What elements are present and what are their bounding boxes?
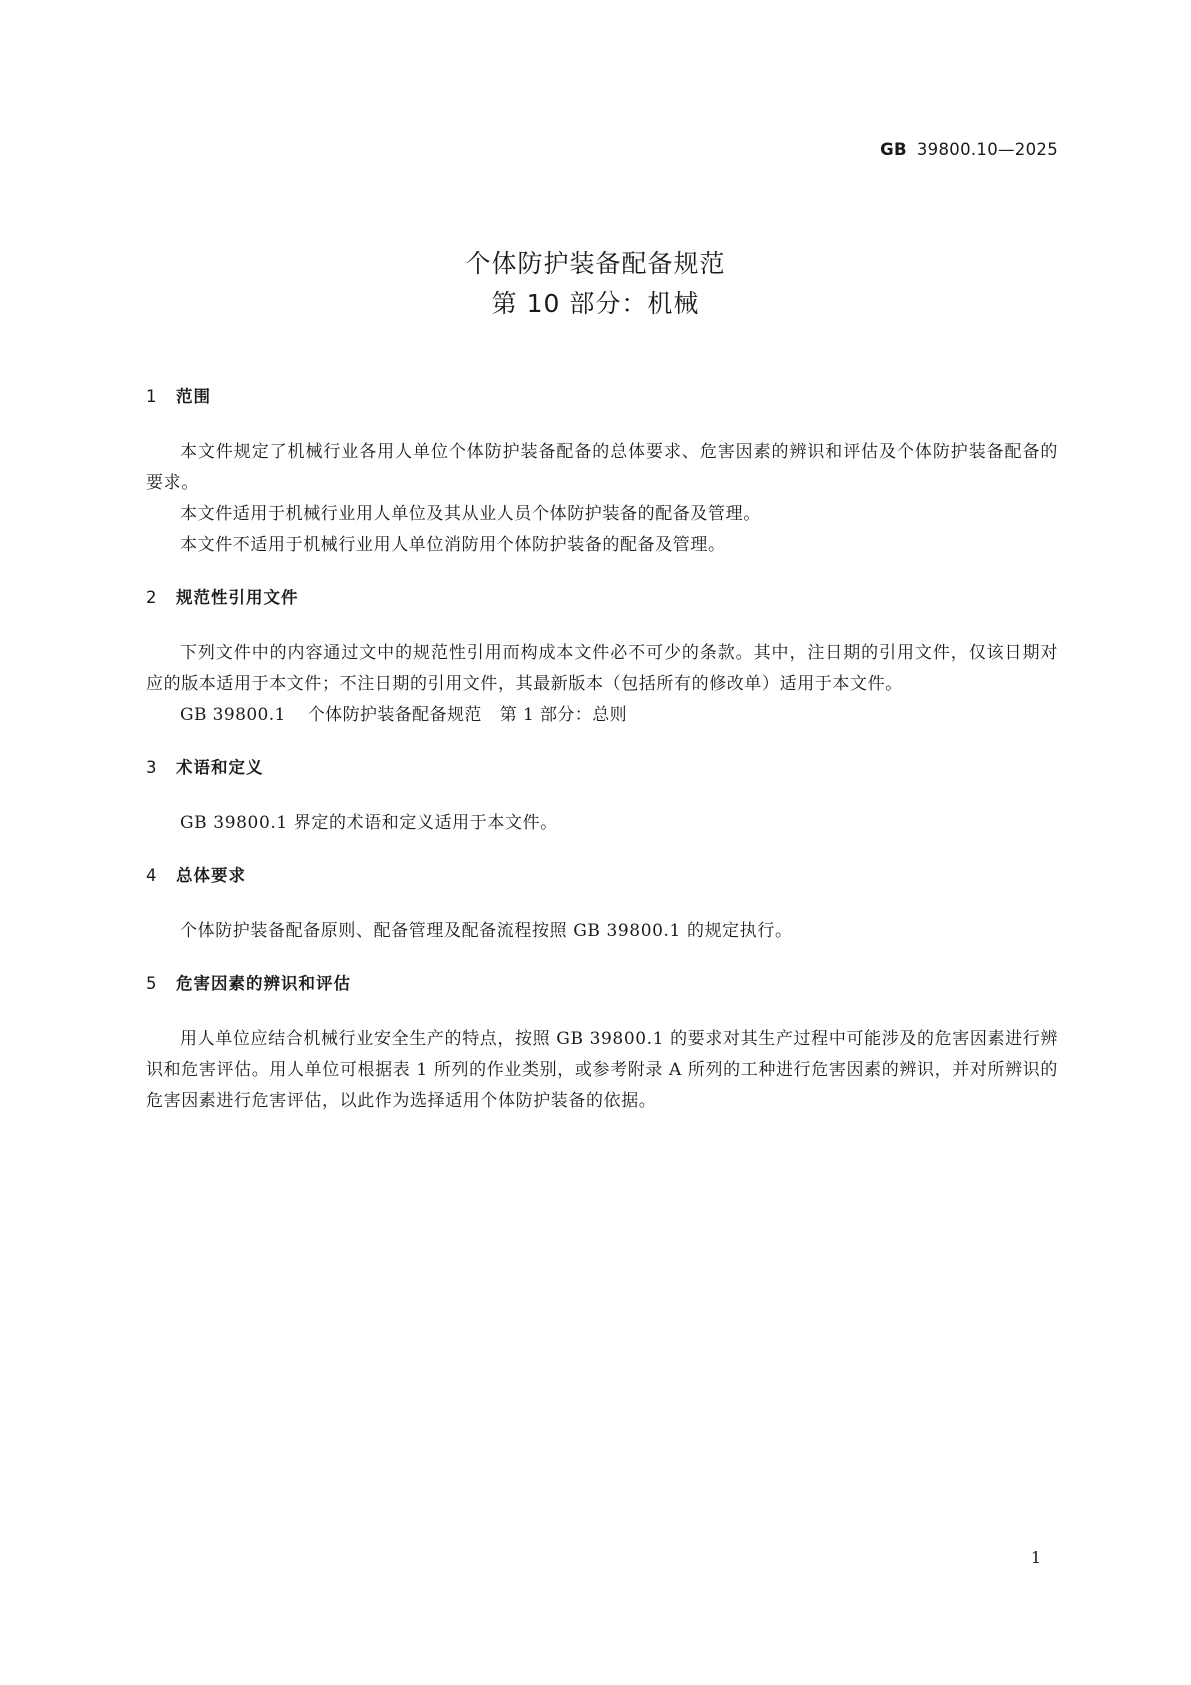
normative-reference — [146, 700, 1058, 731]
title-line-2: 第 10 部分：机械 — [491, 289, 700, 318]
section-title: 总体要求 — [176, 866, 246, 885]
section-3-heading — [146, 757, 1058, 779]
section-3-paragraph: GB 39800.1 界定的术语和定义适用于本文件。 — [180, 813, 558, 833]
reference-title: 个体防护装备配备规范 — [307, 705, 482, 725]
section-2-heading — [146, 587, 1058, 609]
document-body — [146, 386, 1058, 1117]
section-4-paragraph: 个体防护装备配备原则、配备管理及配备流程按照 GB 39800.1 的规定执行。 — [180, 921, 793, 941]
section-1-paragraph: 本文件规定了机械行业各用人单位个体防护装备配备的总体要求、危害因素的辨识和评估及个体防护装备配备的要求。 — [146, 442, 1058, 493]
section-number: 3 — [146, 758, 158, 777]
section-number: 1 — [146, 387, 158, 406]
page-number: 1 — [1030, 1548, 1041, 1567]
standard-prefix: GB — [880, 140, 907, 159]
section-1-paragraph: 本文件不适用于机械行业用人单位消防用个体防护装备的配备及管理。 — [180, 535, 726, 555]
section-4-heading — [146, 865, 1058, 887]
section-1-paragraph: 本文件适用于机械行业用人单位及其从业人员个体防护装备的配备及管理。 — [180, 504, 761, 524]
section-title: 范围 — [176, 387, 211, 406]
reference-code: GB 39800.1 — [180, 705, 286, 725]
standard-code — [880, 140, 1058, 159]
section-2-paragraph: 下列文件中的内容通过文中的规范性引用而构成本文件必不可少的条款。其中，注日期的引用文件，仅该日期对应的版本适用于本文件；不注日期的引用文件，其最新版本（包括所有的修改单）适用于本文件。 — [146, 643, 1058, 694]
section-title: 危害因素的辨识和评估 — [176, 974, 351, 993]
section-1-heading — [146, 386, 1058, 408]
section-number: 2 — [146, 588, 158, 607]
section-number: 4 — [146, 866, 158, 885]
title-line-1: 个体防护装备配备规范 — [465, 249, 726, 278]
section-number: 5 — [146, 974, 158, 993]
section-title: 规范性引用文件 — [176, 588, 299, 607]
section-5-heading — [146, 973, 1058, 995]
section-5-paragraph: 用人单位应结合机械行业安全生产的特点，按照 GB 39800.1 的要求对其生产过程中可能涉及的危害因素进行辨识和危害评估。用人单位可根据表 1 所列的作业类别，或参考附录 A 所列的工种进行危害因素的辨识，并对所辨识的危害因素进行危害评估，以此作为选择适用个体防护装备的依据。 — [146, 1029, 1058, 1111]
document-title — [0, 244, 1191, 324]
standard-number: 39800.10—2025 — [916, 140, 1058, 159]
section-title: 术语和定义 — [176, 758, 264, 777]
reference-part: 第 1 部分：总则 — [499, 705, 628, 725]
